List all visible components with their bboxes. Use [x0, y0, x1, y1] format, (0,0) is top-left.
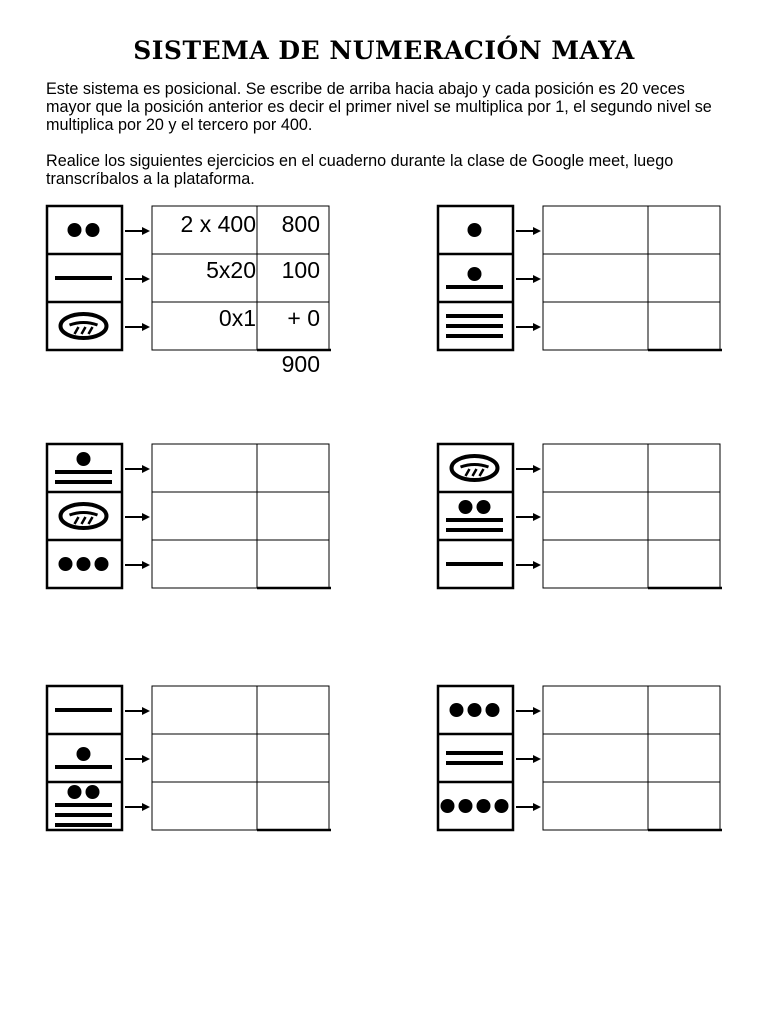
answer-grid — [543, 206, 720, 350]
arrow-head — [533, 513, 541, 521]
exercise-5-graphic — [46, 685, 346, 835]
level-3-dot — [86, 785, 100, 799]
example-row-2-result: 100 — [281, 257, 320, 283]
level-2-bar — [55, 276, 112, 280]
arrow-head — [533, 707, 541, 715]
level-2-bar — [446, 518, 503, 522]
level-3-bar — [55, 823, 112, 827]
shell-zero-glyph — [452, 456, 498, 480]
arrow-head — [533, 755, 541, 763]
level-2-bar — [446, 285, 503, 289]
arrow-head — [142, 227, 150, 235]
level-1-dot — [77, 452, 91, 466]
level-2-dot — [468, 267, 482, 281]
level-2-bar — [446, 761, 503, 765]
arrow-head — [533, 275, 541, 283]
example-row-3-result: + 0 — [287, 305, 320, 331]
example-total: 900 — [281, 351, 320, 377]
instruction-paragraph: Realice los siguientes ejercicios en el cuaderno durante la clase de Google meet, luego transcríbalos a la plataforma. — [46, 152, 674, 188]
level-1-dot — [468, 703, 482, 717]
level-1-bar — [55, 480, 112, 484]
level-1-bar — [55, 708, 112, 712]
level-3-dot — [95, 557, 109, 571]
exercise-3-graphic — [46, 443, 346, 593]
exercise-2 — [437, 205, 737, 355]
level-3-dot — [77, 557, 91, 571]
level-3-dot — [477, 799, 491, 813]
level-3-dot — [68, 785, 82, 799]
exercise-2-graphic — [437, 205, 737, 355]
level-1-dot — [468, 223, 482, 237]
arrow-head — [142, 275, 150, 283]
level-2-dot — [477, 500, 491, 514]
level-3-dot — [495, 799, 509, 813]
level-2-dot — [459, 500, 473, 514]
level-1-dot — [486, 703, 500, 717]
level-2-bar — [55, 765, 112, 769]
arrow-head — [533, 465, 541, 473]
level-3-dot — [441, 799, 455, 813]
level-3-bar — [446, 334, 503, 338]
level-3-bar — [55, 813, 112, 817]
level-1-dot — [450, 703, 464, 717]
shell-zero-glyph — [61, 504, 107, 528]
example-row-2-multiplication: 5x20 — [206, 257, 256, 283]
example-row-1-result: 800 — [281, 211, 320, 237]
arrow-head — [142, 803, 150, 811]
intro-paragraph: Este sistema es posicional. Se escribe de arriba hacia abajo y cada posición es 20 veces mayor que la posición anterior es decir el primer nivel se multiplica por 1, el segundo nivel se multiplica por 20 y el tercero por 400. — [46, 80, 712, 134]
level-3-dot — [459, 799, 473, 813]
arrow-head — [142, 465, 150, 473]
level-3-dot — [59, 557, 73, 571]
level-3-bar — [55, 803, 112, 807]
level-3-bar — [446, 314, 503, 318]
arrow-head — [533, 561, 541, 569]
level-1-dot — [86, 223, 100, 237]
level-1-dot — [68, 223, 82, 237]
arrow-head — [142, 513, 150, 521]
answer-grid — [543, 444, 720, 588]
arrow-head — [142, 561, 150, 569]
exercise-6 — [437, 685, 737, 835]
level-2-dot — [77, 747, 91, 761]
exercise-4 — [437, 443, 737, 593]
arrow-head — [142, 707, 150, 715]
level-2-bar — [446, 751, 503, 755]
arrow-head — [142, 323, 150, 331]
answer-grid — [152, 444, 329, 588]
exercise-1 — [46, 205, 346, 395]
arrow-head — [533, 227, 541, 235]
arrow-head — [533, 323, 541, 331]
level-1-bar — [55, 470, 112, 474]
page-title: SISTEMA DE NUMERACIÓN MAYA — [133, 36, 635, 65]
arrow-head — [142, 755, 150, 763]
answer-grid — [543, 686, 720, 830]
example-row-3-multiplication: 0x1 — [218, 305, 256, 331]
exercise-4-graphic — [437, 443, 737, 593]
shell-zero-glyph — [61, 314, 107, 338]
exercise-6-graphic — [437, 685, 737, 835]
arrow-head — [533, 803, 541, 811]
level-2-bar — [446, 528, 503, 532]
exercise-3 — [46, 443, 346, 593]
exercise-5 — [46, 685, 346, 835]
level-3-bar — [446, 324, 503, 328]
example-row-1-multiplication: 2 x 400 — [180, 211, 256, 237]
answer-grid — [152, 686, 329, 830]
level-3-bar — [446, 562, 503, 566]
